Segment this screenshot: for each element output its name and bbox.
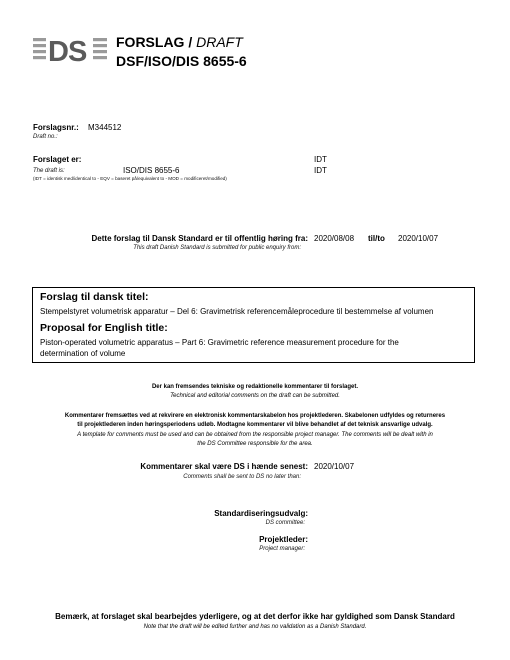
proposal-no-value: M344512 bbox=[88, 123, 122, 132]
committee-label-en: DS committee: bbox=[265, 520, 305, 526]
proposal-is-label-en: The draft is: bbox=[33, 168, 65, 174]
footer-note-en: Note that the draft will be edited further and has no validation as a Danish Standard. bbox=[143, 624, 367, 630]
logo-stripes-left bbox=[33, 38, 46, 59]
committee-label: Standardiseringsudvalg: bbox=[214, 509, 308, 518]
danish-title-heading: Forslag til dansk titel: bbox=[40, 291, 149, 303]
relation-top: IDT bbox=[314, 155, 327, 164]
proposal-is-value: ISO/DIS 8655-6 bbox=[123, 166, 180, 175]
manager-label-en: Project manager: bbox=[259, 546, 305, 552]
template-en-line-2: the DS Committee responsible for the area. bbox=[197, 441, 313, 447]
document-id: DSF/ISO/DIS 8655-6 bbox=[116, 53, 247, 69]
deadline-label-en: Comments shall be sent to DS no later than: bbox=[183, 474, 301, 480]
header-title bbox=[116, 34, 243, 50]
comments-note-en: Technical and editorial comments on the draft can be submitted. bbox=[170, 393, 340, 399]
deadline-label: Kommentarer skal være DS i hænde senest: bbox=[140, 462, 308, 471]
ds-logo bbox=[33, 35, 109, 65]
english-title-line-2: determination of volume bbox=[40, 349, 126, 358]
logo-stripes-right bbox=[93, 38, 107, 59]
header-title-main: FORSLAG / bbox=[116, 34, 193, 50]
enquiry-from: 2020/08/08 bbox=[314, 234, 355, 243]
proposal-no-label-en: Draft no.: bbox=[33, 134, 58, 140]
deadline-value: 2020/10/07 bbox=[314, 462, 355, 471]
header-title-draft: DRAFT bbox=[196, 34, 243, 50]
enquiry-label-en: This draft Danish Standard is submitted for public enquiry from: bbox=[133, 245, 301, 251]
enquiry-label: Dette forslag til Dansk Standard er til offentlig høring fra: bbox=[91, 234, 308, 243]
proposal-no-label: Forslagsnr.: bbox=[33, 123, 79, 132]
template-da-line-2: til projektlederen inden høringsperiodens udløb. Modtagne kommentarer vil blive behandlet af det teknisk ansvarlige udvalg. bbox=[77, 422, 433, 428]
title-box bbox=[32, 287, 475, 363]
danish-title: Stempelstyret volumetrisk apparatur – Del 6: Gravimetrisk referencemåleprocedure til bestemmelse af volumen bbox=[40, 307, 434, 316]
english-title-heading: Proposal for English title: bbox=[40, 322, 168, 334]
logo-text: DS bbox=[48, 36, 87, 65]
english-title-line-1: Piston-operated volumetric apparatus – Part 6: Gravimetric reference measurement procedure for the bbox=[40, 338, 399, 347]
enquiry-to: 2020/10/07 bbox=[398, 234, 439, 243]
footer-note-da: Bemærk, at forslaget skal bearbejdes yderligere, og at det derfor ikke har gyldighed som Dansk Standard bbox=[55, 612, 455, 621]
relation-value: IDT bbox=[314, 166, 327, 175]
manager-label: Projektleder: bbox=[259, 535, 308, 544]
template-en-line-1: A template for comments must be used and can be obtained from the responsible project manager. The comments will be dealt with in bbox=[77, 432, 433, 438]
proposal-is-label: Forslaget er: bbox=[33, 155, 82, 164]
enquiry-to-label: til/to bbox=[368, 234, 385, 243]
comments-note-da: Der kan fremsendes tekniske og redaktionelle kommentarer til forslaget. bbox=[151, 384, 359, 390]
relation-legend: (IDT = identisk med/identical to - EQV = baseret på/equivalent to - MOD = modificeret/modified) bbox=[33, 176, 227, 181]
template-da-line-1: Kommentarer fremsættes ved at rekvirere en elektronisk kommentarskabelon hos projektlederen. Skabelonen udfyldes og returneres bbox=[64, 413, 446, 419]
